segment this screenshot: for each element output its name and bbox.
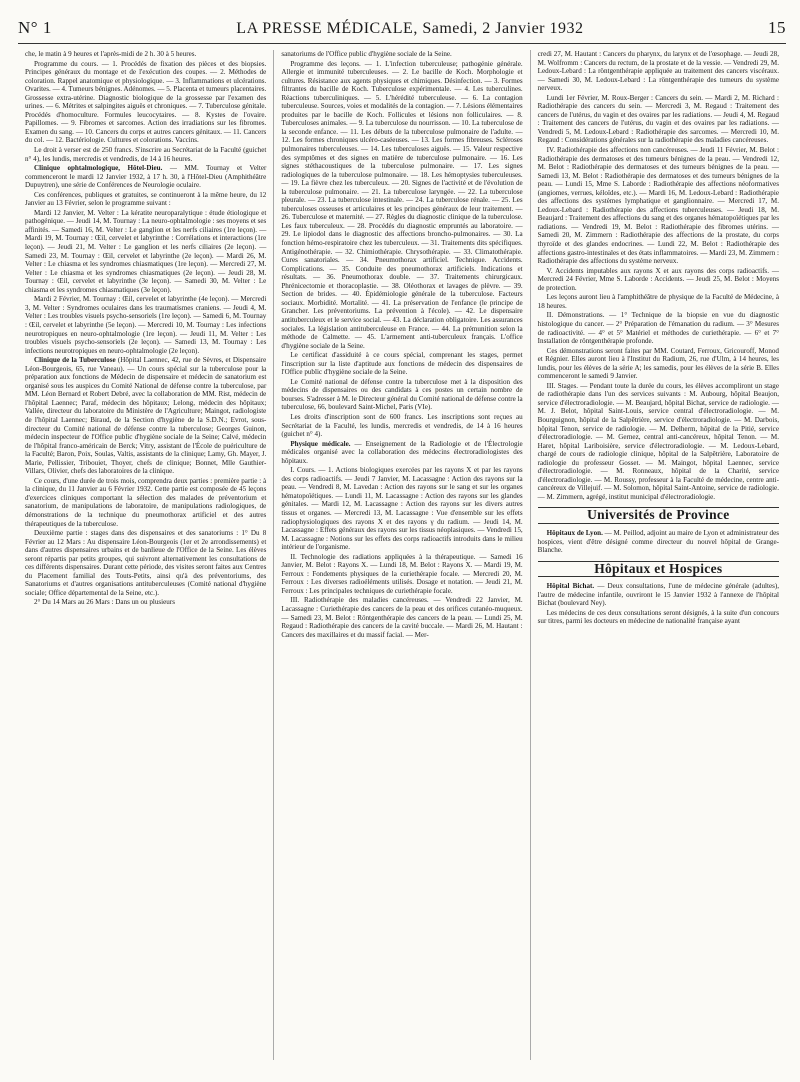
paragraph <box>538 582 779 608</box>
paragraph: sanatoriums de l'Office public d'hygiène sociale de la Seine. <box>281 50 452 58</box>
columns <box>18 50 786 1060</box>
column-2 <box>273 50 529 1060</box>
section-heading: Physique médicale. <box>290 439 351 448</box>
section-heading: Clinique ophtalmologique, Hôtel-Dieu. <box>34 164 163 173</box>
paragraph: Mardi 2 Février, M. Tournay : Œil, cervelet et labyrinthe (4e leçon). — Mercredi 3, M. Velter : Syndromes oculaires dans les traumatismes craniens. — Jeudi 4, M. Velter : Les troubles visuels psycho-sensoriels (1re leçon). — Samedi 6, M. Tournay : Œil, cervelet et labyrinthe (5e leçon). — Mercredi 10, M. Tournay : Les infections neurotropiques en neuro-ophtalmologie (1re leçon). — Jeudi 11, M. Velter : Les troubles visuels psycho-sensoriels (2e leçon). — Samedi 13, M. Tournay : Les infections neurotropiques en neuro-ophtalmologie (2e leçon). <box>25 295 267 355</box>
paragraph <box>538 529 779 555</box>
paragraph <box>281 440 522 466</box>
paragraph: Programme des leçons. — 1. L'infection tuberculeuse; pathogénie générale. Allergie et immunité tuberculeuses. — 2. Le bacille de Koch. Morphologie et cultures. Résistance aux agents physiques et chimiques. Désinfection. — 3. Formes filtrantes du bacille de Koch. Tuberculose expérimentale. — 4. Les tuberculines. Réactions tuberculiniques. — 5. L'hérédité tuberculeuse. — 6. La contagion tuberculeuse. Sources, voies et modalités de la contagion. — 7. Lésions élémentaires produites par le bacille de Koch. Follicules et lésions non folliculaires. — 8. Tuberculoses animales. — 9. La tuberculose du nourrisson. — 10. La tuberculose de la seconde enfance. — 11. Les débuts de la tuberculose pulmonaire de l'adulte. — 12. Les formes chroniques ulcéro-caséeuses. — 13. Les formes fibreuses. Scléroses pulmonaires tuberculeuses. — 14. Les tuberculoses aiguës. — 15. Valeur respective des symptômes et des signes en matière de tuberculose pulmonaire. — 16. Les signes stéthacoustiques de la tuberculose pulmonaire. — 17. Les signes radiologiques de la tuberculose pulmonaire. — 18. Les hémoptysies tuberculeuses. — 19. La fièvre chez les tuberculeux. — 20. Signes de l'activité et de l'évolution de la tuberculose pulmonaire. — 21. La tuberculose laryngée. — 22. La tuberculose pleurale. — 23. La tuberculose intestinale. — 24. La tuberculose rénale. — 25. Les tuberculoses osseuses et articulaires et les principes généraux de leur traitement. — 26. Tuberculose et maternité. — 27. Règles du diagnostic clinique de la tuberculose. Les faux tuberculeux. — 28. Procédés du diagnostic empruntés au laboratoire. — 29. Le lipiodol dans le diagnostic des affections broncho-pulmonaires. — 30. La fonction hémo-respiratoire chez les tuberculeux. — 31. Traitements dits spécifiques. Antigénothérapie. — 32. Chimiothérapie. Chrysothérapie. — 33. Climatothérapie. Cures sanatoriales. — 34. Pneumothorax artificiel. Technique. Accidents. Complications. — 35. Conduite des pneumothorax artificiels. Indications et résultats. — 36. Pneumothorax double. — 37. Traitements chirurgicaux. Phrénicectomie et thoracoplastie. — 38. Oléothorax et lavages de plèvre. — 39. Section de brides. — 40. Épidémiologie générale de la tuberculose. Facteurs sociaux. Morbidité. Mortalité. — 41. La préservation de l'enfance (le principe de Grancher. Les préventoriums. La prévention à l'école). — 42. Le dispensaire antituberculeux et le service social. — 43. La déclaration obligatoire. Les assurances sociales. La législation antituberculeuse en France. — 44. La prémunition selon la méthode de Calmette. — 45. L'armement anti-tuberculeux français. L'office d'hygiène sociale de la Seine. <box>281 59 523 350</box>
paragraph: V. Accidents imputables aux rayons X et aux rayons des corps radioactifs. — Mercredi 24 Février, Mme S. Laborde : Accidents. — Jeudi 25, M. Belot : Moyens de protection. <box>537 266 779 292</box>
paragraph: Deuxième partie : stages dans des dispensaires et des sanatoriums : 1° Du 8 Février au 12 Mars : Au dispensaire Léon-Bourgeois (1er et 2e arrondissements) et dans d'autres dispensaires urbains et de banlieue de l'Office de la Seine. Les élèves seront répartis par petits groupes, qui suivront alternativement les consultations de ces différents dispensaires. Durant cette période, des visites seront faites aux Centres du Placement familial des Touts-Petits, ainsi qu'à des préventoriums, des Sanatoriums et d'autres organisations antituberculeuses (Comité national d'hygiène sociale; Office départemental de la Seine, etc.). <box>25 529 267 597</box>
paragraph <box>25 164 266 190</box>
paragraph: Les droits d'inscription sont de 600 francs. Les inscriptions sont reçues au Secrétariat de la Faculté, les lundis, mercredis et vendredis, de 14 à 16 heures (guichet n° 4). <box>281 412 523 439</box>
paragraph: Mardi 12 Janvier, M. Velter : La kératite neuroparalytique : étude étiologique et pathogénique. — Jeudi 14, M. Tournay : La neuro-ophtalmologie : ses moyens et ses affinités. — Samedi 16, M. Velter : Le ganglion et les nerfs ciliaires (1re leçon). — Mardi 19, M. Tournay : Œil, cervelet et labyrinthe : Corrélations et interactions (1re leçon). — Jeudi 21, M. Velter : Le ganglion et les nerfs ciliaires (2e leçon). — Samedi 23, M. Tournay : Œil, cervelet et labyrinthe (2e leçon). — Mardi 26, M. Velter : Le chiasma et les syndromes chiasmatiques (1re leçon). — Mercredi 27, M. Velter : Le chiasma et les syndromes chiasmatiques (2e leçon). — Jeudi 28, M. Tournay : Œil, cervelet et labyrinthe (3e leçon). — Samedi 30, M. Velter : Le chiasma et les syndromes chiasmatiques (3e leçon). <box>25 208 267 294</box>
paragraph: Le droit à verser est de 250 francs. S'inscrire au Secrétariat de la Faculté (guichet n° 4), les lundis, mercredis et vendredis, de 14 à 16 heures. <box>25 146 267 163</box>
section-heading: Hôpital Bichat. <box>546 582 595 591</box>
paragraph: III. Radiothérapie des maladies cancéreuses. — Vendredi 22 Janvier, M. Lacassagne : Curiethérapie des cancers de la peau et des orifices cutanéo-muqueux. — Samedi 23, M. Belot : Röntgenthérapie des cancers de la peau. — Lundi 25, M. Regaud : Radiothérapie des cancers de la cavité buccale. — Mardi 26, M. Hautant : Cancers des maxillaires et du massif facial. — Mer- <box>281 596 523 639</box>
section-heading: Hôpitaux de Lyon. <box>546 528 603 537</box>
masthead-title: LA PRESSE MÉDICALE, Samedi, 2 Janvier 1932 <box>236 20 584 37</box>
page-number: 15 <box>767 18 786 37</box>
paragraph: Programme du cours. — 1. Procédés de fixation des pièces et des biopsies. Principes généraux du montage et de l'exécution des coupes. — 2. Méthodes de coloration. Rappel anatomique et physiologique. — 3. Inflammations et ulcérations. Ovarites. — 4. Tumeurs bénignes. Adénomes. — 5. Placenta et tumeurs placentaires. Grossesse extra-utérine. Diagnostic biologique de la grossesse par l'examen des urines. — 6. Métrites et salpingites aiguës et chroniques. — 7. Tuberculose génitale. Procédés d'homoculture. Formules leucocytaires. — 8. Kystes de l'ovaire. Papillomes. — 9. Fibromes et sarcomes. Action des irradiations sur les fibromes. Examen du sang. — 10. Cancers du corps et autres cancers génitaux. — 11. Cancers du col. — 12. Bactériologie. Cultures et colorations. Vaccins. <box>25 59 267 145</box>
paragraph: II. Démonstrations. — 1° Technique de la biopsie en vue du diagnostic histologique du cancer. — 2° Préparation de l'émanation du radium. — 3° Mesures de radioactivité. — 4° et 5° Matériel et méthodes de curiethérapie. — 6° et 7° Installation de röntgenthérapie profonde. <box>537 311 779 346</box>
masthead <box>18 18 786 40</box>
paragraph: 2° Du 14 Mars au 26 Mars : Dans un ou plusieurs <box>34 598 175 607</box>
paragraph-text: — MM. Tournay et Velter commenceront le mardi 12 Janvier 1932, à 17 h. 30, à l'Hôtel-Dieu (Amphithéâtre Dupuytren), une série de Conférences de Neurologie oculaire. <box>25 164 267 190</box>
paragraph: III. Stages. — Pendant toute la durée du cours, les élèves accompliront un stage de radiothérapie dans l'un des services suivants : M. Aubourg, hôpital Beaujon, service d'électroradiologie. — M. Beaujard, hôpital Bichat, service de radiologie. — M. J. Belot, hôpital Saint-Louis, service central d'électroradiologie. — M. Bourguignon, hôpital de la Salpêtrière, service d'électroradiologie. — M. Darbois, hôpital Tenon, service de radiologie. — M. Delherm, hôpital de la Pitié, service d'électroradiologie. — M. Gernez, central anti-cancéreux, hôpital Tenon. — M. Haret, hôpital Lariboisière, service d'électroradiologie. — M. Ledoux-Lebard, chargé de cours de radiologie clinique, hôpital de la Salpêtrière, Laboratoire de radiologie du professeur Gosset. — M. Maingot, hôpital Laennec, service d'électroradiologie. — M. Ronneaux, hôpital de la Charité, service d'électroradiologie. — M. Roussy, professeur à la Faculté de médecine, centre anti-cancéreux de Villejuif. — M. Solomon, hôpital Saint-Antoine, service de radiologie. — M. Zimmern, agrégé, institut municipal d'électroradiologie. <box>537 381 779 501</box>
paragraph: I. Cours. — 1. Actions biologiques exercées par les rayons X et par les rayons des corps radioactifs. — Jeudi 7 Janvier, M. Lacassagne : Action des rayons sur la peau. — Vendredi 8, M. Lavedan : Action des rayons sur le sang et sur les organes hématopoïétiques. — Lundi 11, M. Lacassagne : Action des rayons sur les glandes génitales. — Mardi 12, M. Lacassagne : Action des rayons sur les divers autres tissus et organes. — Mercredi 13, M. Lacassagne : Vue d'ensemble sur les effets radiophysiologiques des rayons X et des rayons γ du radium. — Jeudi 14, M. Lacassagne : Effets généraux des rayons sur les tissus néoplasiques. — Vendredi 15, M. Lacassagne : Notions sur les effets des corps radioactifs introduits dans le milieu intérieur de l'organisme. <box>281 466 523 552</box>
paragraph: Les médecins de ces deux consultations seront désignés, à la suite d'un concours sur titres, parmi les docteurs en médecine de nationalité française ayant <box>537 608 779 626</box>
paragraph: credi 27, M. Hautant : Cancers du pharynx, du larynx et de l'œsophage. — Jeudi 28, M. Wolfromm : Cancers du rectum, de la prostate et de la vessie. — Vendredi 29, M. Ledoux-Lebard : La röntgenthérapie appliquée au traitement des cancers viscéraux. — Samedi 30, M. Ledoux-Lebard : La röntgenthérapie des tumeurs du système nerveux. <box>537 50 779 93</box>
paragraph: Lundi 1er Février, M. Roux-Berger : Cancers du sein. — Mardi 2, M. Richard : Radiothérapie des cancers du sein. — Mercredi 3, M. Regaud : Traitement des cancers de l'utérus, du vagin et des ovaires par les radiations. — Jeudi 4, M. Regaud : Traitement des cancers de l'utérus, du vagin et des ovaires par les radiations. — Vendredi 5, M. Ledoux-Lebard : Radiothérapie des sarcomes. — Mercredi 10, M. Regaud : Considérations générales sur la radiothérapie des maladies cancéreuses. <box>537 93 779 145</box>
column-3 <box>530 50 786 1060</box>
section-banner-hopitaux: Hôpitaux et Hospices <box>538 561 779 578</box>
paragraph-text: (Hôpital Laennec, 42, rue de Sèvres, et Dispensaire Léon-Bourgeois, 65, rue Vaneau). — Un cours spécial sur la tuberculose pour la préparation aux fonctions de Médecin de dispensaire et médecin de sanatorium est organisé sous les auspices du Comité National de défense contre la tuberculose, par MM. Léon Bernard et Robert Debré, avec la collaboration de MM. Rist, médecin de l'hôpital Laennec; Paraf, médecin des hôpitaux; Lelong, médecin des hôpitaux; Vallée, directeur du laboratoire du Ministère de l'Agriculture; Maingot, radiologiste de l'hôpital Laennec; Biraud, de la Section d'hygiène de la S.D.N.; Evrot, sous-directeur du Comité national de défense contre la tuberculose; Georges Guinon, médecin inspecteur de l'Office public d'hygiène sociale de la Seine; Calvé, médecin de l'hôpital franco-américain de Berck; Vitry, assistant de l'École de puériculture de la Faculté; Baron, Poix, Soulas, Valtis, assistants de la clinique; Lamy, Gh. Mayer, J. Marie, Pellissier, Tribouiet, Thoyer, chefs de clinique; Bonnet, Mlle Gauthier-Villars, Olivier, chefs des laboratoires de la clinique. <box>25 356 267 476</box>
section-heading: Clinique de la Tuberculose <box>34 356 116 365</box>
masthead-rule <box>18 43 786 44</box>
section-banner-universites: Universités de Province <box>538 507 779 524</box>
paragraph-text: — Deux consultations, l'une de médecine générale (adultes), l'autre de médecine infantile, ouvriront le 15 Janvier 1932 à l'annexe de l'hôpital Bichat (boulevard Ney). <box>537 582 779 608</box>
paragraph: Ce cours, d'une durée de trois mois, comprendra deux parties : première partie : à la clinique, du 11 Janvier au 6 Février 1932. Cette partie est composée de 45 leçons d'exercices cliniques comportant la sélection des malades de préventorium et sanatorium, de manipulations de laboratoire, de manipulations radiologiques, de démonstrations de la technique du pneumothorax artificiel et des autres thérapeutiques de la tuberculose. <box>25 476 267 528</box>
paragraph-text: — M. Peillod, adjoint au maire de Lyon et administrateur des hospices, vient d'être désigné comme directeur du nouvel hôpital de Grange-Blanche. <box>537 528 779 555</box>
paragraph <box>25 356 266 476</box>
issue-number: N° 1 <box>18 18 52 37</box>
paragraph: Ces conférences, publiques et gratuites, se continueront à la même heure, du 12 Janvier au 13 Février, selon le programme suivant : <box>25 190 267 208</box>
paragraph: Le certificat d'assiduité à ce cours spécial, comprenant les stages, permet l'inscription sur la liste d'aptitude aux fonctions de médecin des dispensaires de l'Office public d'hygiène sociale de la Seine. <box>281 351 523 377</box>
paragraph: Le Comité national de défense contre la tuberculose met à la disposition des médecins de dispensaires ou des candidats à ces postes un certain nombre de bourses. S'adresser à M. le Directeur général du Comité national de défense contre la tuberculose, 66, boulevard Saint-Michel, Paris (VIe). <box>281 377 523 412</box>
column-1 <box>18 50 273 1060</box>
paragraph: II. Technologie des radiations appliquées à la thérapeutique. — Samedi 16 Janvier, M. Belot : Rayons X. — Lundi 18, M. Belot : Rayons X. — Mardi 19, M. Ferroux : Fondements physiques de la curiethérapie focale. — Mercredi 20, M. Ferroux : Les diverses radioéléments utilisés. Dosage et notation. — Jeudi 21, M. Ferroux : Les principales techniques de curiethérapie focale. <box>281 552 523 595</box>
paragraph-text: — Enseignement de la Radiologie et de l'Électrologie médicales organisé avec la collaboration des médecins électroradiologistes des hôpitaux. <box>281 439 523 465</box>
paragraph: IV. Radiothérapie des affections non cancéreuses. — Jeudi 11 Février, M. Belot : Radiothérapie des dermatoses et des tumeurs bénignes de la peau. — Vendredi 12, M. Belot : Radiothérapie des dermatoses et des tumeurs bénignes de la peau. — Samedi 13, M. Belot : Radiothérapie des dermatoses et des tumeurs bénignes de la peau. — Lundi 15, Mme S. Laborde : Radiothérapie des affections néoformatives (angiomes, verrues, kéloïdes, etc.). — Mardi 16, M. Ledoux-Lebard : Radiothérapie des affections des systèmes lymphatique et ganglionnaire. — Mercredi 17, M. Ledoux-Lebard : Radiothérapie des affections tuberculeuses. — Jeudi 18, M. Beaujard : Traitement des affections du sang et des organes hématopoïétiques par les radiations. — Vendredi 19, M. Belot : Radiothérapie des fibromes utérins. — Samedi 20, M. Zimmern : Radiothérapie des affections de la prostate, du corps thyroïde et des glandes endocrines. — Lundi 22, M. Belot : Radiothérapie des affections gastro-intestinales et des états inflammatoires. — Mardi 23, M. Zimmern : Radiothérapie des affections du système nerveux. <box>537 146 779 266</box>
paragraph: che, le matin à 9 heures et l'après-midi de 2 h. 30 à 5 heures. <box>25 50 197 58</box>
paragraph: Ces démonstrations seront faites par MM. Coutard, Ferroux, Gricouroff, Monod et Régnier. Elles auront lieu à l'Institut du Radium, 26, rue d'Ulm, à 14 heures, les lundis, pour les élèves de la série A; les samedis, pour les élèves de la série B. Elles commenceront le samedi 9 Janvier. <box>537 346 779 381</box>
paragraph: Les leçons auront lieu à l'amphithéâtre de physique de la Faculté de Médecine, à 18 heures. <box>537 293 779 310</box>
